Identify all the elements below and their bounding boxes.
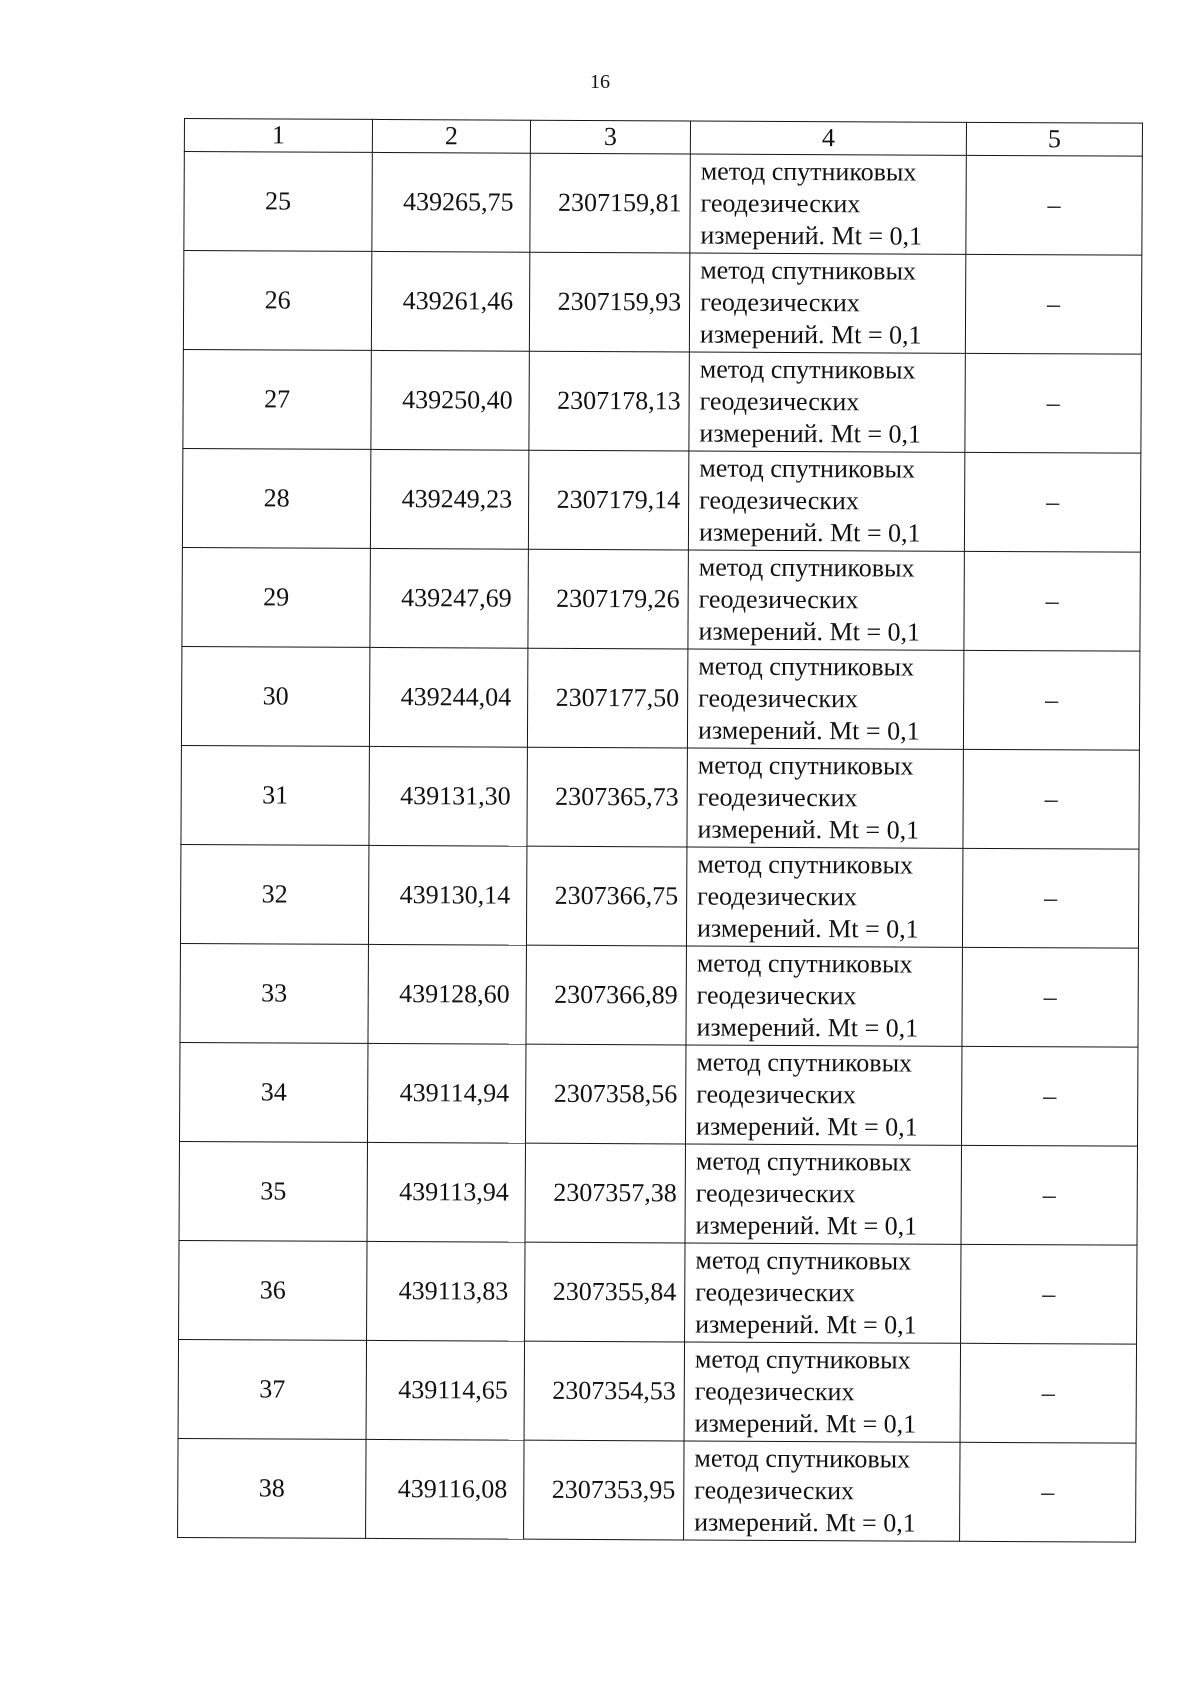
x-coordinate-cell: 439250,40 — [371, 350, 529, 450]
method-line-1: метод спутниковых — [698, 651, 915, 682]
method-line-3: измерений. Mt = 0,1 — [696, 913, 919, 944]
y-coordinate-cell: 2307355,84 — [525, 1242, 685, 1342]
method-line-2: геодезических — [700, 188, 861, 219]
table-row — [183, 251, 1141, 355]
note-cell: – — [966, 155, 1142, 255]
note-cell: – — [965, 353, 1141, 453]
table-row — [179, 1240, 1137, 1344]
note-cell: – — [960, 1442, 1136, 1542]
table-row — [178, 1339, 1136, 1443]
header-col-3: 3 — [530, 120, 690, 154]
table-row — [181, 745, 1139, 849]
x-coordinate-cell: 439128,60 — [368, 944, 526, 1044]
note-cell: – — [964, 452, 1140, 552]
method-line-1: метод спутниковых — [699, 453, 916, 484]
point-number-cell: 34 — [179, 1042, 367, 1142]
table-row — [180, 943, 1138, 1047]
method-line-2: геодезических — [694, 1475, 855, 1506]
table-row — [179, 1042, 1137, 1146]
method-line-3: измерений. Mt = 0,1 — [697, 715, 920, 746]
point-number-cell: 27 — [183, 349, 371, 449]
method-line-2: геодезических — [699, 485, 859, 516]
table-row — [184, 152, 1142, 256]
method-line-3: измерений. Mt = 0,1 — [699, 319, 922, 350]
point-number-cell: 37 — [178, 1339, 366, 1439]
point-number-cell: 32 — [180, 844, 368, 944]
method-line-3: измерений. Mt = 0,1 — [695, 1210, 918, 1241]
table-header-row — [184, 119, 1142, 157]
method-line-1: метод спутниковых — [696, 1047, 913, 1078]
note-cell: – — [962, 947, 1138, 1047]
method-cell — [687, 748, 963, 848]
y-coordinate-cell: 2307366,89 — [526, 945, 686, 1045]
x-coordinate-cell: 439244,04 — [369, 647, 527, 747]
method-cell — [687, 649, 963, 749]
y-coordinate-cell: 2307365,73 — [527, 747, 687, 847]
method-line-1: метод спутниковых — [697, 849, 914, 880]
method-line-2: геодезических — [697, 782, 858, 813]
point-number-cell: 30 — [181, 646, 369, 746]
x-coordinate-cell: 439261,46 — [371, 251, 529, 351]
method-cell — [686, 946, 962, 1046]
method-line-3: измерений. Mt = 0,1 — [696, 1111, 918, 1142]
x-coordinate-cell: 439116,08 — [366, 1439, 524, 1539]
note-cell: – — [964, 551, 1140, 651]
point-number-cell: 38 — [178, 1438, 366, 1538]
point-number-cell: 25 — [184, 152, 372, 252]
method-line-1: метод спутниковых — [694, 1443, 911, 1474]
method-line-3: измерений. Mt = 0,1 — [696, 1012, 919, 1043]
x-coordinate-cell: 439249,23 — [370, 449, 528, 549]
method-line-1: метод спутниковых — [694, 1344, 911, 1375]
note-cell: – — [961, 1145, 1137, 1245]
method-cell — [689, 253, 965, 353]
x-coordinate-cell: 439114,65 — [366, 1340, 524, 1440]
y-coordinate-cell: 2307354,53 — [524, 1341, 684, 1441]
method-cell — [685, 1144, 961, 1244]
method-cell — [685, 1045, 961, 1145]
table-body — [178, 152, 1143, 1543]
note-cell: – — [962, 848, 1138, 948]
method-line-2: геодезических — [696, 1079, 857, 1110]
y-coordinate-cell: 2307179,26 — [528, 549, 688, 649]
method-line-2: геодезических — [699, 386, 860, 417]
method-line-3: измерений. Mt = 0,1 — [695, 1309, 917, 1340]
x-coordinate-cell: 439131,30 — [369, 746, 527, 846]
method-cell — [685, 1243, 961, 1343]
method-line-1: метод спутниковых — [697, 750, 914, 781]
x-coordinate-cell: 439114,94 — [367, 1043, 525, 1143]
table-row — [182, 547, 1140, 651]
method-line-3: измерений. Mt = 0,1 — [698, 616, 921, 647]
method-cell — [690, 154, 966, 254]
method-line-3: измерений. Mt = 0,1 — [698, 517, 921, 548]
method-line-3: измерений. Mt = 0,1 — [697, 814, 920, 845]
point-number-cell: 36 — [179, 1240, 367, 1340]
point-number-cell: 33 — [180, 943, 368, 1043]
method-cell — [689, 352, 965, 452]
method-line-1: метод спутниковых — [699, 354, 916, 385]
note-cell: – — [960, 1343, 1136, 1443]
table-row — [182, 448, 1140, 552]
method-line-1: метод спутниковых — [695, 1146, 912, 1177]
point-number-cell: 29 — [182, 547, 370, 647]
x-coordinate-cell: 439265,75 — [372, 152, 530, 252]
table-row — [179, 1141, 1137, 1245]
y-coordinate-cell: 2307357,38 — [525, 1143, 685, 1243]
method-line-1: метод спутниковых — [696, 948, 913, 979]
y-coordinate-cell: 2307366,75 — [526, 846, 686, 946]
header-col-4: 4 — [690, 121, 966, 155]
point-number-cell: 26 — [183, 251, 371, 351]
method-cell — [684, 1441, 960, 1541]
method-line-2: геодезических — [698, 683, 858, 714]
point-number-cell: 28 — [182, 448, 370, 548]
table-row — [181, 646, 1139, 750]
method-line-2: геодезических — [695, 1178, 856, 1209]
header-col-5: 5 — [966, 122, 1142, 156]
point-number-cell: 31 — [181, 745, 369, 845]
y-coordinate-cell: 2307177,50 — [527, 648, 687, 748]
method-cell — [684, 1342, 960, 1442]
y-coordinate-cell: 2307159,81 — [530, 153, 690, 253]
method-line-3: измерений. Mt = 0,1 — [694, 1408, 917, 1439]
x-coordinate-cell: 439247,69 — [370, 548, 528, 648]
point-number-cell: 35 — [179, 1141, 367, 1241]
note-cell: – — [961, 1244, 1137, 1344]
method-line-1: метод спутниковых — [695, 1245, 912, 1276]
header-col-2: 2 — [372, 119, 530, 153]
x-coordinate-cell: 439130,14 — [368, 845, 526, 945]
header-col-1: 1 — [184, 119, 372, 153]
y-coordinate-cell: 2307353,95 — [524, 1440, 684, 1540]
y-coordinate-cell: 2307159,93 — [529, 252, 689, 352]
note-cell: – — [961, 1046, 1137, 1146]
method-line-2: геодезических — [695, 1277, 856, 1308]
table-row — [180, 844, 1138, 948]
method-line-1: метод спутниковых — [700, 156, 917, 187]
method-line-2: геодезических — [698, 584, 859, 615]
note-cell: – — [963, 749, 1139, 849]
method-line-3: измерений. Mt = 0,1 — [694, 1507, 916, 1538]
y-coordinate-cell: 2307178,13 — [529, 351, 689, 451]
y-coordinate-cell: 2307179,14 — [528, 450, 688, 550]
method-line-2: геодезических — [696, 980, 857, 1011]
method-line-2: геодезических — [700, 287, 860, 318]
note-cell: – — [965, 254, 1141, 354]
method-line-1: метод спутниковых — [700, 255, 917, 286]
table-row — [183, 349, 1141, 453]
coordinates-table — [177, 118, 1143, 1543]
method-line-2: геодезических — [694, 1376, 855, 1407]
method-cell — [686, 847, 962, 947]
method-line-2: геодезических — [697, 881, 858, 912]
method-line-1: метод спутниковых — [698, 552, 915, 583]
x-coordinate-cell: 439113,83 — [367, 1241, 525, 1341]
page-number: 16 — [590, 71, 610, 93]
method-cell — [688, 550, 964, 650]
y-coordinate-cell: 2307358,56 — [525, 1044, 685, 1144]
method-line-3: измерений. Mt = 0,1 — [700, 220, 923, 251]
method-cell — [688, 451, 964, 551]
table-row — [178, 1438, 1136, 1542]
method-line-3: измерений. Mt = 0,1 — [699, 418, 922, 449]
x-coordinate-cell: 439113,94 — [367, 1142, 525, 1242]
note-cell: – — [963, 650, 1139, 750]
